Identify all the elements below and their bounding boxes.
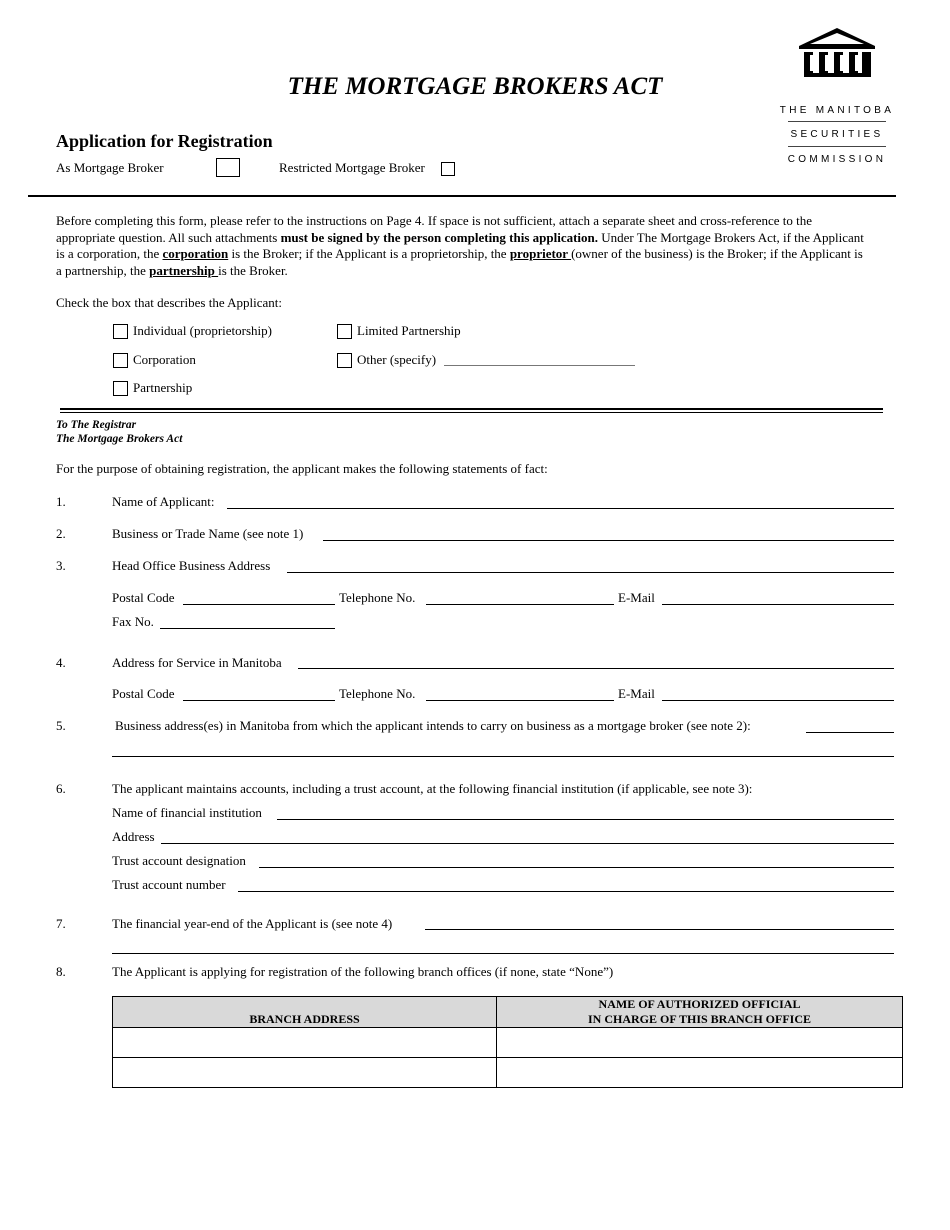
official-header bbox=[497, 997, 903, 1028]
service-address-label: Address for Service in Manitoba bbox=[112, 655, 282, 670]
branch-address-cell[interactable] bbox=[113, 1028, 497, 1058]
individual-label: Individual (proprietorship) bbox=[133, 323, 272, 338]
item-number: 8. bbox=[56, 964, 66, 979]
corporation-label: Corporation bbox=[133, 352, 196, 367]
item-number: 7. bbox=[56, 916, 66, 931]
partnership-label: Partnership bbox=[133, 380, 193, 395]
logo-divider bbox=[788, 146, 886, 147]
logo-text-line3: COMMISSION bbox=[787, 154, 887, 165]
financial-year-end-field[interactable] bbox=[425, 929, 894, 930]
postal-code-label: Postal Code bbox=[112, 686, 175, 701]
official-header-line1: NAME OF AUTHORIZED OFFICIAL bbox=[598, 997, 801, 1011]
mortgage-broker-checkbox[interactable] bbox=[216, 158, 240, 177]
logo-text-line2: SECURITIES bbox=[790, 129, 884, 140]
branch-address-header: BRANCH ADDRESS bbox=[113, 997, 497, 1028]
telephone-label: Telephone No. bbox=[339, 686, 416, 701]
registrar-line2: The Mortgage Brokers Act bbox=[56, 433, 183, 445]
table-row bbox=[113, 1028, 903, 1058]
other-checkbox[interactable] bbox=[337, 353, 352, 368]
other-specify-field[interactable] bbox=[444, 365, 635, 366]
double-divider-bottom bbox=[60, 412, 883, 413]
page-title: THE MORTGAGE BROKERS ACT bbox=[287, 73, 663, 100]
business-addresses-field-line2[interactable] bbox=[112, 756, 894, 757]
trust-designation-label: Trust account designation bbox=[112, 853, 246, 868]
applicant-type-prompt: Check the box that describes the Applicant: bbox=[56, 295, 282, 310]
fax-field[interactable] bbox=[160, 628, 335, 629]
branch-offices-label: The Applicant is applying for registration of the following branch offices (if none, state “None”) bbox=[112, 964, 614, 979]
business-addresses-label: Business address(es) in Manitoba from which the applicant intends to carry on business as a mortgage broker (see note 2): bbox=[115, 718, 751, 733]
institution-name-label: Name of financial institution bbox=[112, 805, 262, 820]
institution-address-label: Address bbox=[112, 829, 155, 844]
registrar-line1: To The Registrar bbox=[56, 419, 137, 431]
restricted-broker-label: Restricted Mortgage Broker bbox=[279, 160, 425, 175]
page-subtitle: Application for Registration bbox=[56, 131, 273, 151]
item-number: 1. bbox=[56, 494, 66, 509]
name-of-applicant-field[interactable] bbox=[227, 508, 894, 509]
item-number: 3. bbox=[56, 558, 66, 573]
item-number: 5. bbox=[56, 718, 66, 733]
logo-text-line1: THE MANITOBA bbox=[779, 105, 895, 116]
divider bbox=[28, 195, 896, 197]
postal-code-field[interactable] bbox=[183, 604, 335, 605]
mortgage-broker-label: As Mortgage Broker bbox=[56, 160, 164, 175]
trade-name-field[interactable] bbox=[323, 540, 894, 541]
email-field[interactable] bbox=[662, 604, 894, 605]
building-logo-icon bbox=[797, 26, 877, 80]
trust-designation-field[interactable] bbox=[259, 867, 894, 868]
restricted-broker-checkbox[interactable] bbox=[441, 162, 455, 176]
item-number: 2. bbox=[56, 526, 66, 541]
postal-code-field[interactable] bbox=[183, 700, 335, 701]
service-address-field[interactable] bbox=[298, 668, 894, 669]
telephone-field[interactable] bbox=[426, 700, 614, 701]
email-field[interactable] bbox=[662, 700, 894, 701]
limited-partnership-label: Limited Partnership bbox=[357, 323, 461, 338]
official-name-cell[interactable] bbox=[497, 1028, 903, 1058]
email-label: E-Mail bbox=[618, 590, 655, 605]
institution-name-field[interactable] bbox=[277, 819, 894, 820]
telephone-field[interactable] bbox=[426, 604, 614, 605]
name-of-applicant-label: Name of Applicant: bbox=[112, 494, 215, 509]
business-addresses-field[interactable] bbox=[806, 732, 894, 733]
head-office-address-label: Head Office Business Address bbox=[112, 558, 271, 573]
statement-text: For the purpose of obtaining registration, the applicant makes the following statements of fact: bbox=[56, 461, 548, 476]
email-label: E-Mail bbox=[618, 686, 655, 701]
table-row bbox=[113, 1058, 903, 1088]
financial-institution-intro: The applicant maintains accounts, including a trust account, at the following financial institution (if applicable, see note 3): bbox=[112, 781, 753, 796]
financial-year-end-field-line2[interactable] bbox=[112, 953, 894, 954]
trust-number-field[interactable] bbox=[238, 891, 894, 892]
corporation-checkbox[interactable] bbox=[113, 353, 128, 368]
logo-divider bbox=[788, 121, 886, 122]
telephone-label: Telephone No. bbox=[339, 590, 416, 605]
head-office-address-field[interactable] bbox=[287, 572, 894, 573]
official-name-cell[interactable] bbox=[497, 1058, 903, 1088]
branch-offices-table bbox=[112, 996, 903, 1088]
institution-address-field[interactable] bbox=[161, 843, 894, 844]
limited-partnership-checkbox[interactable] bbox=[337, 324, 352, 339]
double-divider-top bbox=[60, 408, 883, 410]
other-label: Other (specify) bbox=[357, 352, 437, 367]
postal-code-label: Postal Code bbox=[112, 590, 175, 605]
trade-name-label: Business or Trade Name (see note 1) bbox=[112, 526, 304, 541]
branch-address-cell[interactable] bbox=[113, 1058, 497, 1088]
financial-year-end-label: The financial year-end of the Applicant is (see note 4) bbox=[112, 916, 393, 931]
trust-number-label: Trust account number bbox=[112, 877, 226, 892]
instructions-paragraph: Before completing this form, please refer to the instructions on Page 4. If space is not sufficient, attach a separate sheet and cross-reference to the appropriate question. All such attachments must be signed by the person completing this application. Under The Mortgage Brokers Act, if the Applicant is a corporation, the corporation is the Broker; if the Applicant is a proprietorship, the proprietor (owner of the business) is the Broker; if the Applicant is a partnership, the partnership is the Broker. bbox=[56, 213, 864, 278]
official-header-line2: IN CHARGE OF THIS BRANCH OFFICE bbox=[587, 1012, 812, 1026]
partnership-checkbox[interactable] bbox=[113, 381, 128, 396]
individual-checkbox[interactable] bbox=[113, 324, 128, 339]
fax-label: Fax No. bbox=[112, 614, 154, 629]
item-number: 6. bbox=[56, 781, 66, 796]
item-number: 4. bbox=[56, 655, 66, 670]
